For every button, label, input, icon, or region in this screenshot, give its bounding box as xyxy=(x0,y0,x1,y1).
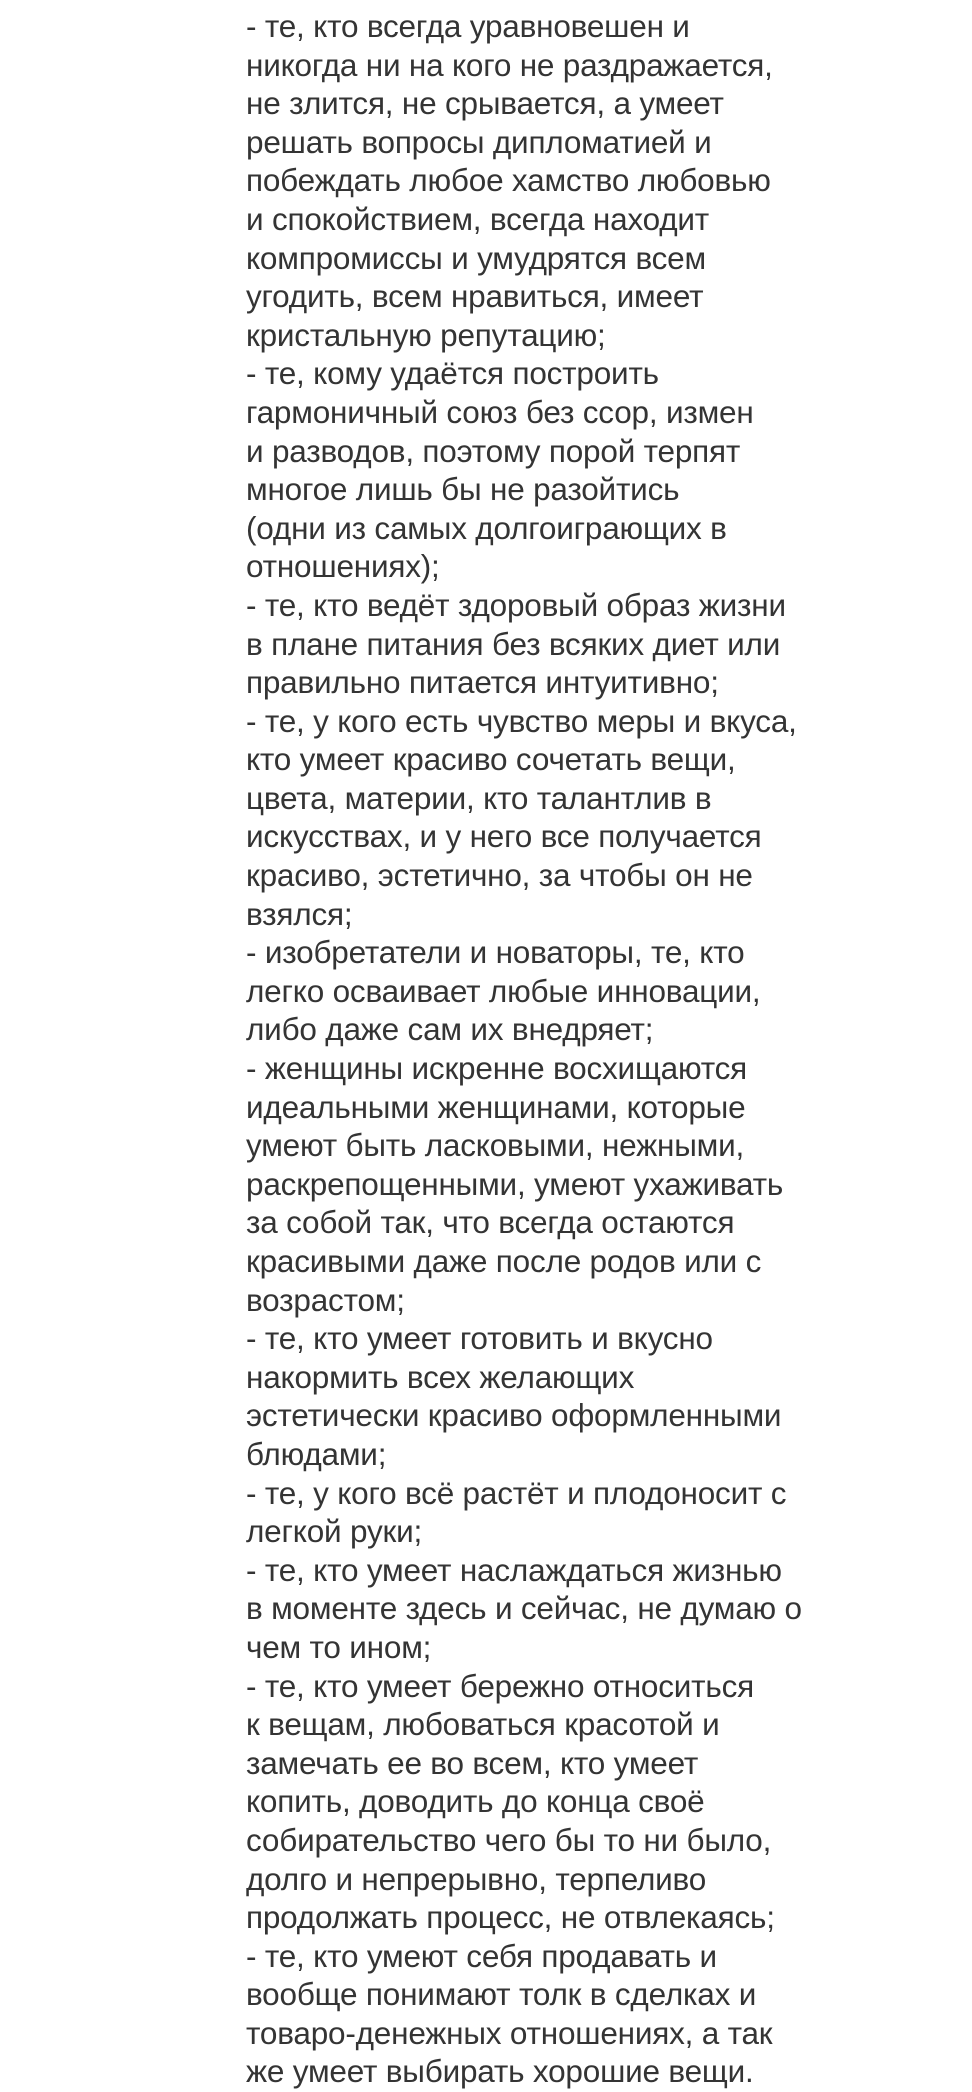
text-line: легкой руки; xyxy=(246,1513,423,1550)
text-line: гармоничный союз без ссор, измен xyxy=(246,393,754,430)
text-line: продолжать процесс, не отвлекаясь; xyxy=(246,1899,775,1936)
text-line: не злится, не срывается, а умеет xyxy=(246,85,724,122)
text-line: и разводов, поэтому порой терпят xyxy=(246,432,741,469)
text-line: либо даже сам их внедряет; xyxy=(246,1011,654,1048)
text-line: искусствах, и у него все получается xyxy=(246,818,762,855)
text-line: отношениях); xyxy=(246,548,440,585)
text-line: легко осваивает любые инновации, xyxy=(246,972,761,1009)
text-line: умеют быть ласковыми, нежными, xyxy=(246,1127,745,1164)
text-line: - те, кому удаётся построить xyxy=(246,355,659,392)
text-line: в моменте здесь и сейчас, не думаю о xyxy=(246,1590,802,1627)
text-line: - изобретатели и новаторы, те, кто xyxy=(246,934,745,971)
text-line: компромиссы и умудрятся всем xyxy=(246,239,706,276)
text-line: решать вопросы дипломатией и xyxy=(246,123,712,160)
text-line: копить, доводить до конца своё xyxy=(246,1783,705,1820)
text-line: чем то ином; xyxy=(246,1628,432,1665)
text-line: накормить всех желающих xyxy=(246,1358,635,1395)
text-line: замечать ее во всем, кто умеет xyxy=(246,1744,699,1781)
text-line: вообще понимают толк в сделках и xyxy=(246,1976,757,2013)
text-line: раскрепощенными, умеют ухаживать xyxy=(246,1165,784,1202)
text-line: взялся; xyxy=(246,895,353,932)
text-line: долго и непрерывно, терпеливо xyxy=(246,1860,707,1897)
text-line: - те, кто умеют себя продавать и xyxy=(246,1937,717,1974)
text-line: к вещам, любоваться красотой и xyxy=(246,1706,720,1743)
text-line: никогда ни на кого не раздражается, xyxy=(246,46,773,83)
text-line: идеальными женщинами, которые xyxy=(246,1088,746,1125)
text-line: товаро-денежных отношениях, а так xyxy=(246,2014,773,2051)
text-line: красиво, эстетично, за чтобы он не xyxy=(246,857,753,894)
text-line: кто умеет красиво сочетать вещи, xyxy=(246,741,736,778)
text-line: многое лишь бы не разойтись xyxy=(246,471,680,508)
text-line: - те, у кого есть чувство меры и вкуса, xyxy=(246,702,797,739)
text-line: - женщины искренне восхищаются xyxy=(246,1050,747,1087)
text-line: возрастом; xyxy=(246,1281,405,1318)
text-line: (одни из самых долгоиграющих в xyxy=(246,509,727,546)
text-line: в плане питания без всяких диет или xyxy=(246,625,781,662)
text-line: - те, кто ведёт здоровый образ жизни xyxy=(246,586,786,623)
text-line: эстетически красиво оформленными xyxy=(246,1397,782,1434)
text-line: за собой так, что всегда остаются xyxy=(246,1204,735,1241)
text-line: же умеет выбирать хорошие вещи. xyxy=(246,2053,754,2090)
text-line: блюдами; xyxy=(246,1435,387,1472)
text-line: собирательство чего бы то ни было, xyxy=(246,1821,772,1858)
text-line: - те, кто всегда уравновешен и xyxy=(246,8,690,44)
text-line: красивыми даже после родов или с xyxy=(246,1243,762,1279)
text-line: - те, кто умеет готовить и вкусно xyxy=(246,1320,713,1357)
text-line: и спокойствием, всегда находит xyxy=(246,200,710,237)
text-line: побеждать любое хамство любовью xyxy=(246,162,771,199)
text-line: правильно питается интуитивно; xyxy=(246,664,719,701)
text-line: - те, у кого всё растёт и плодоносит с xyxy=(246,1474,787,1511)
text-line: - те, кто умеет бережно относиться xyxy=(246,1667,755,1704)
text-line: - те, кто умеет наслаждаться жизнью xyxy=(246,1551,782,1588)
text-line: кристальную репутацию; xyxy=(246,316,606,353)
text-line: угодить, всем нравиться, имеет xyxy=(246,278,704,315)
text-line: цвета, материи, кто талантлив в xyxy=(246,779,712,816)
